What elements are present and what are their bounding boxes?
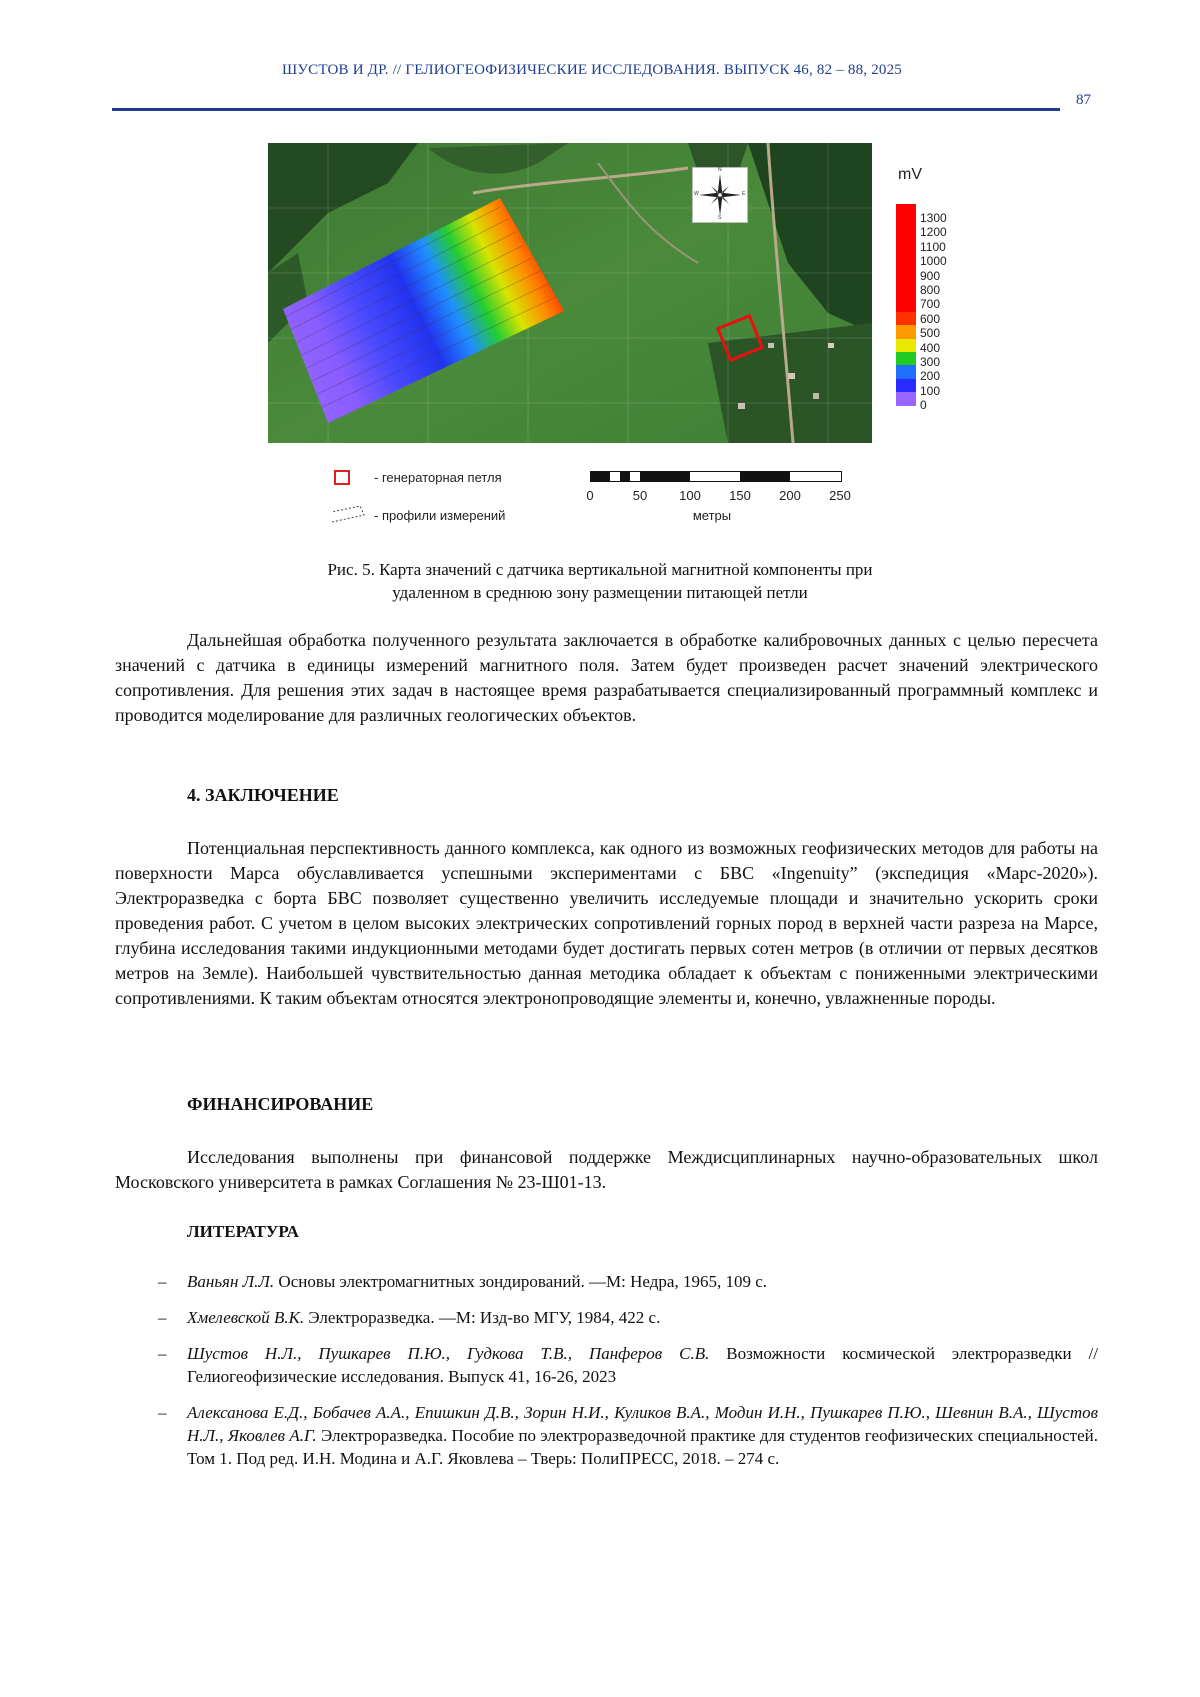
caption-line: удаленном в среднюю зону размещении питающей петли [392,583,808,602]
compass-w: W [694,191,699,197]
scale-tick: 150 [729,488,751,503]
figure-caption [200,558,1000,604]
reference-authors: Хмелевской В.К. [187,1308,305,1327]
loop-legend-icon [334,470,350,485]
colorbar-label: 1000 [920,254,947,269]
section-heading: 4. ЗАКЛЮЧЕНИЕ [187,785,339,805]
colorbar-label: 700 [920,297,941,312]
satellite-map [268,143,872,443]
page-number: 87 [1076,92,1091,108]
profiles-legend-label: - профили измерений [374,508,506,523]
figure-map [268,143,888,543]
section-heading: ФИНАНСИРОВАНИЕ [187,1094,374,1114]
reference-item [115,1306,1098,1329]
map-image [268,143,872,443]
paragraph: Потенциальная перспективность данного комплекса, как одного из возможных геофизических методов для работы на поверхности Марса обуславливается успешными экспериментами с БВС «Ingenuity” (экспедиция «Марс-2020»). Электроразведка с борта БВС позволяет существенно увеличить исследуемые площади и значительно ускорить сроки проведения работ. С учетом в целом высоких электрических сопротивлений горных пород в верхней части разреза на Марсе, глубина исследования такими индукционными методами будет достигать первых сотен метров (в отличии от первых десятков метров на Земле). Наибольшей чувствительностью данная методика обладает к объектам с пониженными электрическими сопротивлениями. К таким объектам относятся электронопроводящие элементы и, конечно, увлажненные породы. [115,838,1098,1008]
scale-tick: 50 [632,488,648,503]
colorbar-label: 300 [920,355,941,370]
colorbar-label: 200 [920,369,941,384]
scale-tick: 250 [829,488,851,503]
colorbar [896,204,916,406]
reference-text: Электроразведка. Пособие по электроразведочной практике для студентов геофизических специальностей. Том 1. Под ред. И.Н. Модина и А.Г. Яковлева – Тверь: ПолиПРЕСС, 2018. – 274 с. [187,1426,1098,1468]
colorbar-label: 1300 [920,211,947,225]
colorbar-segment [896,312,916,325]
colorbar-label: 1100 [920,239,946,254]
reference-text: Основы электромагнитных зондирований. —М: Недра, 1965, 109 с. [274,1272,767,1291]
colorbar-segment [896,379,916,392]
reference-list [115,1270,1098,1483]
colorbar-label: 400 [920,340,941,355]
colorbar-segment [896,204,916,217]
colorbar-segment [896,271,916,284]
colorbar-unit: mV [898,166,922,183]
colorbar-label: 100 [920,383,941,398]
colorbar-label: 800 [920,283,941,298]
colorbar-labels [920,211,947,413]
colorbar-label: 1200 [920,225,947,240]
reference-text: Возможности космической электроразведки // Гелиогеофизические исследования. Выпуск 41, 16-26, 2023 [187,1344,1099,1386]
colorbar-segment [896,285,916,298]
running-title: ШУСТОВ И ДР. // ГЕЛИОГЕОФИЗИЧЕСКИЕ ИССЛЕДОВАНИЯ. ВЫПУСК 46, 82 – 88, 2025 [281,62,903,78]
compass-icon [693,168,747,222]
colorbar-segment [896,352,916,365]
colorbar-segment [896,217,916,230]
scale-bar [590,471,842,483]
compass-e: E [742,191,746,197]
colorbar-label: 900 [920,268,941,283]
colorbar-segment [896,231,916,244]
colorbar-label: 600 [920,311,941,326]
reference-text: Электроразведка. —М: Изд-во МГУ, 1984, 422 с. [304,1308,661,1327]
caption-line: Рис. 5. Карта значений с датчика вертикальной магнитной компоненты при [327,560,873,579]
colorbar-label: 500 [920,326,941,341]
compass-rose [692,167,748,223]
colorbar-segment [896,298,916,311]
paragraph: Дальнейшая обработка полученного результата заключается в обработке калибровочных данных с целью пересчета значений с датчика в единицы измерений магнитного поля. Затем будет произведен расчет значений электрического сопротивления. Для решения этих задач в настоящее время разрабатывается специализированный программный комплекс и проводится моделирование для различных геологических объектов. [115,630,1098,725]
colorbar-segment [896,365,916,378]
colorbar-segment [896,325,916,338]
section-heading: ЛИТЕРАТУРА [187,1222,299,1241]
reference-item [115,1401,1098,1470]
loop-legend-label: - генераторная петля [374,470,502,485]
compass-s: S [718,215,722,221]
colorbar-segment [896,258,916,271]
header-rule [112,108,1060,111]
list-dash: – [158,1403,167,1422]
colorbar-segment [896,392,916,405]
reference-authors: Ваньян Л.Л. [187,1272,275,1291]
paragraph: Исследования выполнены при финансовой поддержке Междисциплинарных научно-образовательных школ Московского университета в рамках Соглашения № 23-Ш01-13. [115,1147,1098,1192]
list-dash: – [158,1272,167,1291]
reference-item [115,1270,1098,1293]
profiles-legend-icon [330,503,366,525]
reference-authors: Алексанова Е.Д., Бобачев А.А., Епишкин Д.В., Зорин Н.И., Куликов В.А., Модин И.Н., Пушкарев П.Ю., Шевнин В.А., Шустов Н.Л., Яковлев А.Г. [187,1403,1098,1445]
colorbar-segment [896,244,916,257]
scale-unit: метры [692,508,732,523]
compass-n: N [718,167,722,173]
scale-tick: 100 [679,488,701,503]
colorbar-label: 0 [920,398,927,413]
scale-tick: 200 [779,488,801,503]
list-dash: – [158,1344,167,1363]
reference-item [115,1342,1098,1388]
list-dash: – [158,1308,167,1327]
colorbar-segment [896,339,916,352]
reference-authors: Шустов Н.Л., Пушкарев П.Ю., Гудкова Т.В., Панферов С.В. [187,1344,710,1363]
scale-tick: 0 [586,488,594,503]
